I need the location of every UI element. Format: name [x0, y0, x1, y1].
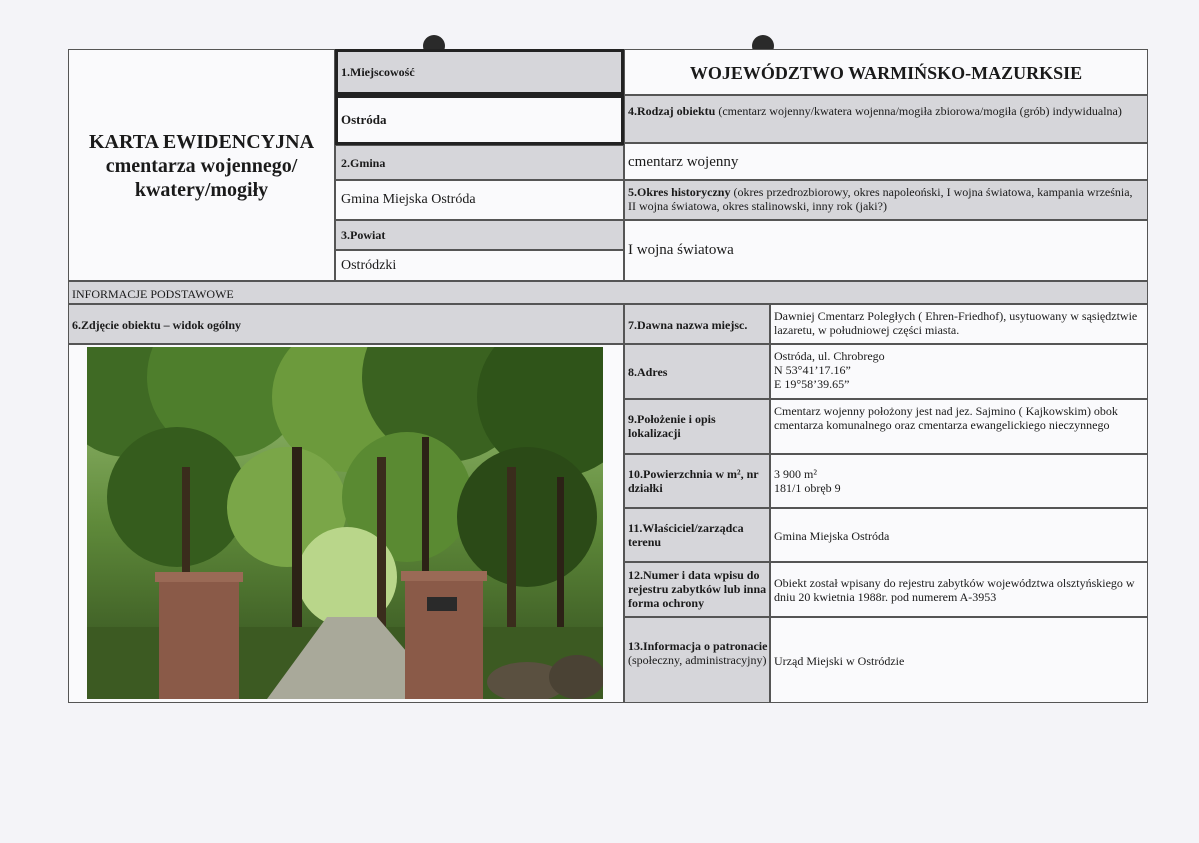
field-5-label [628, 185, 1138, 213]
field-13-label-bold: 13.Informacja o patronacie [628, 639, 768, 653]
field-5-options: (okres przedrozbiorowy, okres napoleoński, I wojna światowa, kampania września, II wojna światowa, okres stalinowski, inny rok (jaki?) [628, 185, 1133, 213]
field-4-value: cmentarz wojenny [628, 154, 739, 170]
field-8-value [774, 349, 1144, 391]
field-12-label: 12.Numer i data wpisu do rejestru zabytków lub inna forma ochrony [628, 568, 767, 610]
field-13-value: Urząd Miejski w Ostródzie [774, 654, 905, 668]
field-9-value: Cmentarz wojenny położony jest nad jez. Sajmino ( Kajkowskim) obok cmentarza komunalnego oraz cmentarza ewangelickiego nieczynnego [774, 404, 1118, 432]
field-11-value: Gmina Miejska Ostróda [774, 529, 890, 543]
cemetery-photo [87, 347, 603, 699]
area-value: 3 900 m² [774, 467, 817, 481]
cemetery-photo-image [87, 347, 603, 699]
card-title [68, 130, 335, 202]
field-12-value: Obiekt został wpisany do rejestru zabytków województwa olsztyńskiego w dniu 20 kwietnia 1988r. pod numerem A-3953 [774, 576, 1135, 604]
field-3-value: Ostródzki [341, 258, 397, 273]
field-1-value: Ostróda [341, 112, 387, 127]
field-3-label: 3.Powiat [341, 228, 386, 242]
title-line-2: cmentarza wojennego/ [105, 155, 298, 177]
title-line-3: kwatery/mogiły [134, 179, 269, 201]
field-13-label-rest: (społeczny, administracyjny) [628, 653, 767, 667]
field-10-value [774, 467, 1144, 495]
photo-label: 6.Zdjęcie obiektu – widok ogólny [72, 318, 242, 332]
field-4-label-cell [624, 95, 1148, 143]
field-1-label: 1.Miejscowość [341, 65, 415, 79]
field-2-label: 2.Gmina [341, 156, 386, 170]
field-7-value: Dawniej Cmentarz Poległych ( Ehren-Friedhof), usytuowany w sąsiędztwie lazaretu, w południowej części miasta. [774, 309, 1138, 337]
field-2-value: Gmina Miejska Ostróda [341, 192, 476, 207]
parcel-value: 181/1 obręb 9 [774, 481, 841, 495]
field-5-label-bold: 5.Okres historyczny [628, 185, 731, 199]
section-basic-title: INFORMACJE PODSTAWOWE [72, 287, 234, 301]
region-title: WOJEWÓDZTWO WARMIŃSKO-MAZURKSIE [689, 63, 1083, 83]
field-5-value: I wojna światowa [628, 242, 734, 258]
field-9-label: 9.Położenie i opis lokalizacji [628, 412, 716, 440]
address-longitude: E 19°58’39.65” [774, 377, 850, 391]
field-4-options: (cmentarz wojenny/kwatera wojenna/mogiła zbiorowa/mogiła (grób) indywidualna) [715, 104, 1122, 118]
field-8-label: 8.Adres [628, 365, 668, 379]
field-11-label: 11.Właściciel/zarządca terenu [628, 521, 744, 549]
title-line-1: KARTA EWIDENCYJNA [88, 131, 315, 153]
field-7-label: 7.Dawna nazwa miejsc. [628, 318, 748, 332]
field-4-label [628, 104, 1138, 118]
address-latitude: N 53°41’17.16” [774, 363, 851, 377]
field-4-label-bold: 4.Rodzaj obiektu [628, 104, 716, 118]
address-street: Ostróda, ul. Chrobrego [774, 349, 885, 363]
field-10-label: 10.Powierzchnia w m², nr działki [628, 467, 759, 495]
field-13-label [628, 639, 768, 667]
